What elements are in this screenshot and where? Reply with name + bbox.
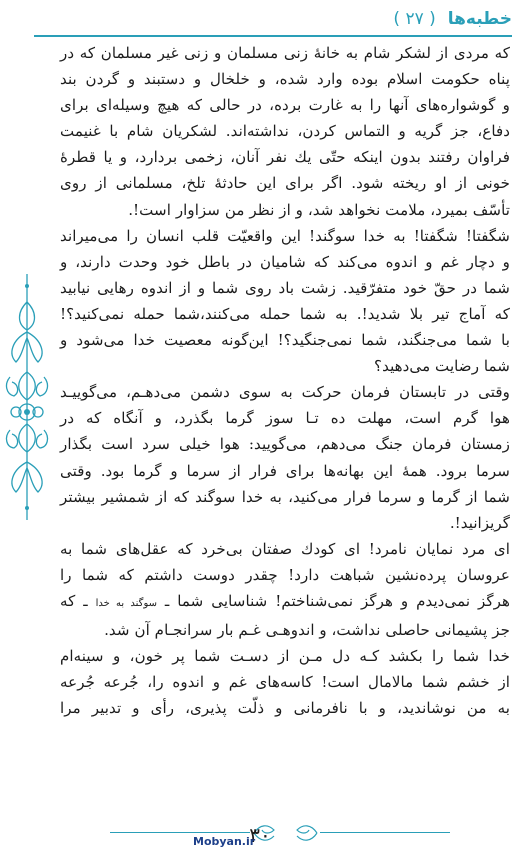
paragraph (60, 40, 510, 223)
text-line: که مردی از لشکر شام به خانهٔ زنی مسلمان و زنی غیر مسلمان که در (60, 44, 510, 62)
text-line: سرما برود. همهٔ این بهانه‌ها برای فرار از سرما و گرما بود. وقتی (60, 461, 510, 480)
text-line: به من نوشاندید، و با نافرمانی و ذلّت پذیری، رأی و تدبیر مرا (60, 699, 510, 718)
text-line: خونی از او ریخته شود. اگر برای این حادثهٔ تلخ، مسلمانی از روی (60, 174, 510, 193)
text-line: از خشم شما مالامال است! کاسه‌های غم و اندوه را، جُرعه جُرعه (60, 673, 510, 692)
text-line: و گوشواره‌های آنها را به غارت برده، در حالی که هیچ وسیله‌ای برای (60, 96, 510, 115)
header-number: ( ۲۷ ) (393, 9, 436, 29)
text-line: که آماج تیر بلا شدید!. به شما حمله می‌کنند،شما حمله نمی‌کنید؟! (60, 304, 510, 323)
line-before-note: هرگز نمی‌دیدم و هرگز نمی‌شناختم! شناسایی شما ـ (157, 591, 510, 610)
paragraph (60, 643, 510, 721)
line-after-note: ـ که (60, 591, 96, 610)
text-line-with-note (60, 588, 510, 617)
text-line: گریزانید!. (449, 513, 510, 532)
header-divider (34, 35, 512, 37)
body-text (60, 40, 510, 721)
text-line: هوا گرم است، مهلت ده تـا سوز گرما بگذرد، و آنگاه که در (60, 409, 510, 428)
page-footer (0, 815, 520, 855)
text-line: خدا شما را بکشد کـه دل مـن از دسـت شما پر خون، و سینه‌ام (60, 647, 510, 666)
text-line: دفاع، جز گریه و التماس کردن، نداشته‌اند. لشکریان شام با غنیمت (60, 122, 510, 141)
text-line: تأسّف بمیرد، ملامت نخواهد شد، و از نظر من سزاوار است!. (128, 200, 510, 219)
floral-ornament-icon (2, 272, 52, 522)
text-line: زمستان فرمان جنگ می‌دهم، می‌گویید: هوا خیلی سرد است بگذار (60, 435, 510, 454)
paragraph (60, 536, 510, 643)
text-line: با شما می‌جنگند، شما نمی‌جنگید؟! این‌گونه معصیت خدا می‌شود و (60, 331, 510, 350)
inline-note: سوگند به خدا (95, 597, 157, 609)
text-line: شما از گرما و سرما فرار می‌کنید، به خدا سوگند که از شمشیر بیشتر (60, 487, 510, 506)
header-title: خطبه‌ها (447, 9, 512, 29)
text-line: شگفتا! شگفتا! به خدا سوگند! این واقعیّت قلب انسان را می‌میراند (60, 226, 510, 245)
page-header (34, 6, 512, 32)
text-line: پناه حکومت اسلام بوده وارد شده، و خلخال و دستبند و گردن بند (60, 70, 510, 89)
watermark: Mobyan.ir (193, 835, 256, 848)
text-line: وقتی در تابستان فرمان حرکت به سوی دشمن می‌دهـم، می‌گوییـد (60, 383, 510, 402)
paragraph (60, 379, 510, 536)
text-line: فراوان رفتند بدون اینکه حتّی یك نفر آنان، زخمی بردارد، و یا قطرهٔ (60, 148, 510, 167)
text-line: شما در حقّ خود متفرّقید. زشت باد روی شما و از اندوه رهایی نیابید (60, 278, 510, 297)
text-line: شما رضایت می‌دهید؟ (374, 357, 510, 376)
page-number: ۳۰ (249, 823, 271, 847)
text-line: ای مرد نمایان نامرد! ای کودك صفتان بی‌خرد که عقل‌های شما به (60, 539, 510, 558)
text-line: جز پشیمانی حاصلی نداشت، و اندوهـی غـم بار سرانجـام آن شد. (104, 621, 510, 640)
paragraph (60, 223, 510, 380)
text-line: عروسان پرده‌نشین شباهت دارد! چقدر دوست داشتم که شما را (60, 565, 510, 584)
text-line: و دچار غم و اندوه می‌کند که شامیان در باطل خود وحدت دارند، و (60, 252, 510, 271)
